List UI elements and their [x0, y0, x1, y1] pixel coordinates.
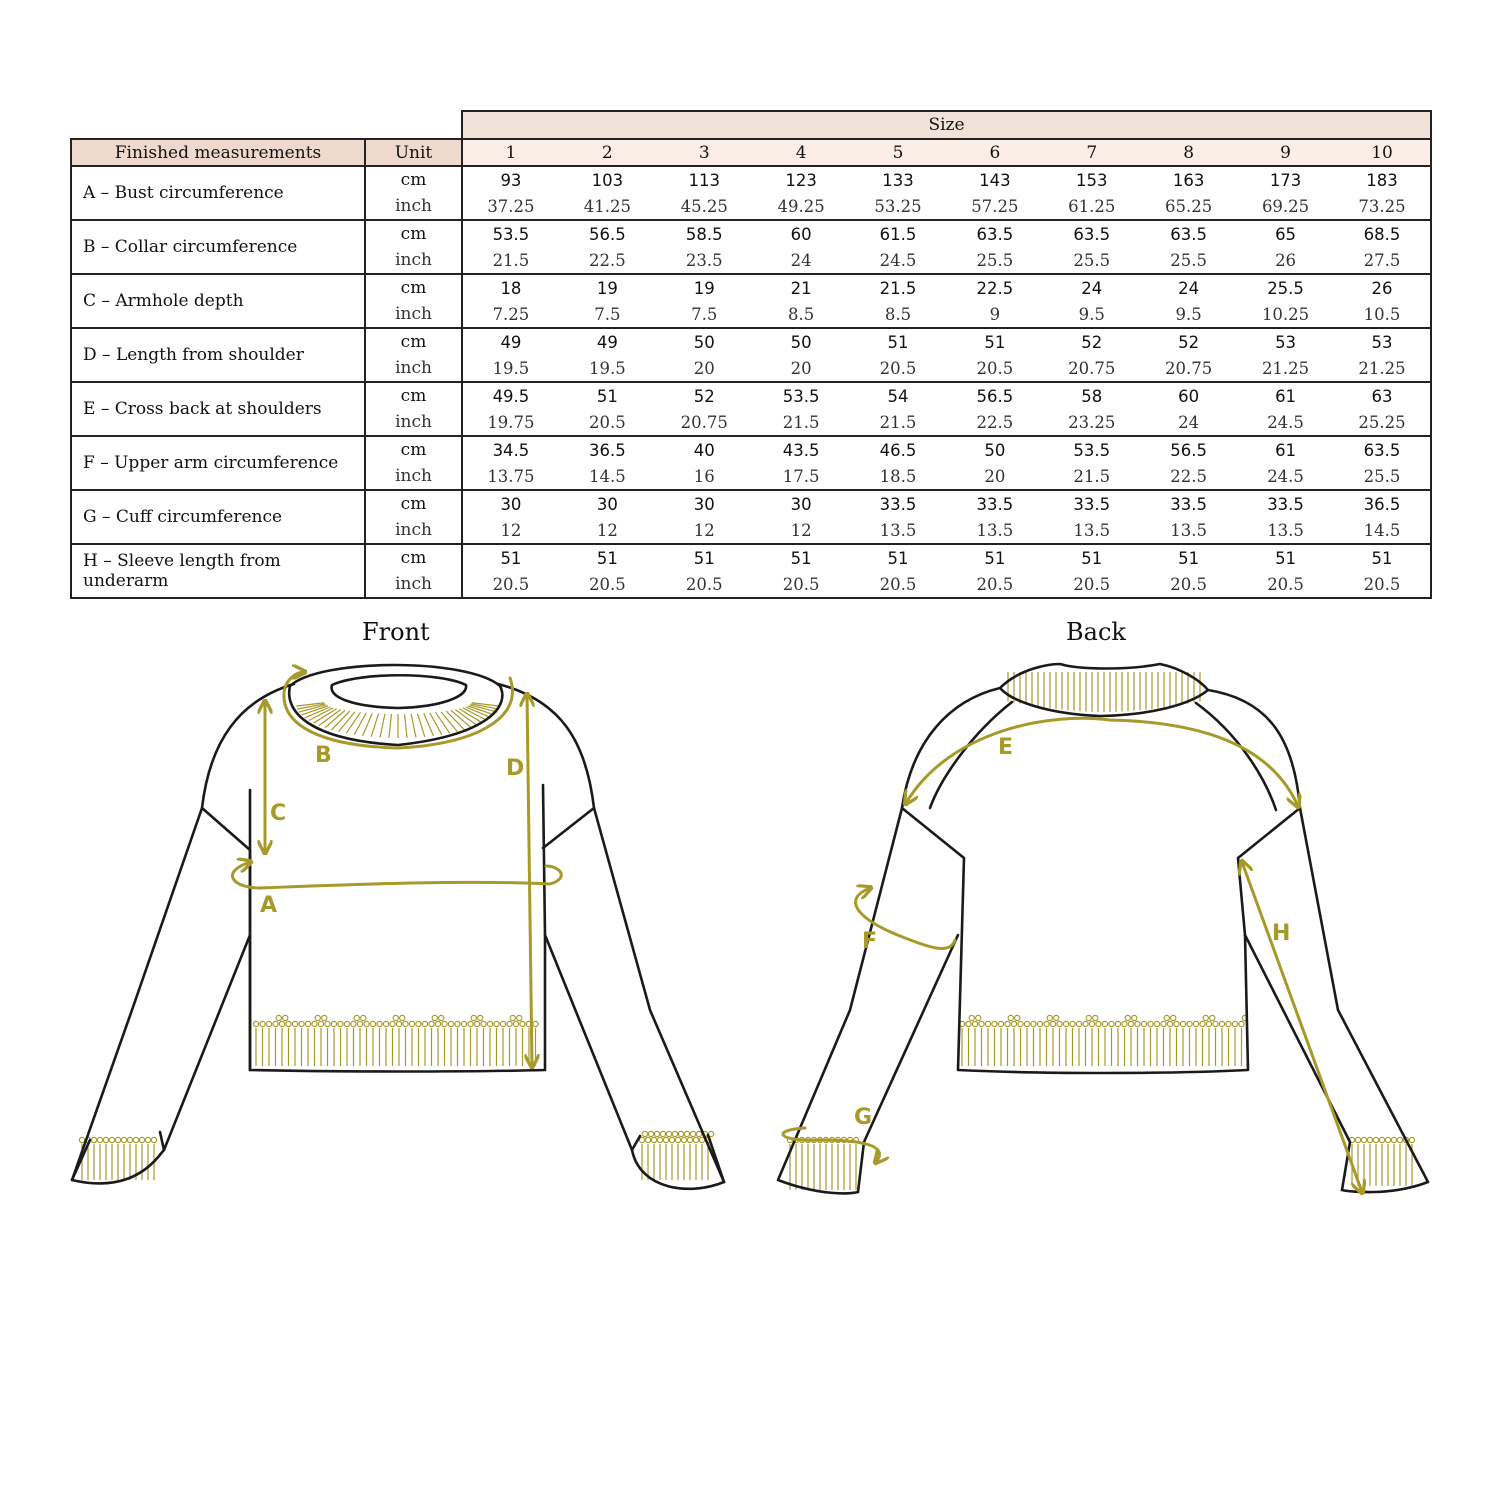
cell-inch: 22.5 [1140, 463, 1237, 490]
size-header-3: 3 [656, 139, 753, 166]
unit-inch: inch [365, 193, 462, 220]
cell-cm: 61 [1275, 440, 1297, 460]
cell-cm: 63 [1334, 382, 1431, 409]
cell-inch: 27.5 [1334, 247, 1431, 274]
cell-cm: 63.5 [1334, 436, 1431, 463]
cell-inch: 14.5 [1334, 517, 1431, 544]
cell-inch: 12 [753, 517, 850, 544]
cell-cm: 50 [693, 332, 715, 352]
cell-inch: 9.5 [1043, 301, 1140, 328]
unit-cm: cm [365, 328, 462, 355]
cell-inch: 20 [753, 355, 850, 382]
size-header-9: 9 [1237, 139, 1334, 166]
label-c: C [270, 801, 287, 826]
front-ribbing [79, 703, 713, 1180]
cell-inch: 24 [753, 247, 850, 274]
cell-inch: 20.5 [559, 571, 656, 598]
cell-cm: 51 [596, 548, 618, 568]
measurements-column-header: Finished measurements [71, 139, 365, 166]
cell-cm: 24 [1081, 278, 1103, 298]
cell-cm: 63.5 [976, 224, 1014, 244]
measure-a-arrow [232, 862, 561, 888]
front-left-cuff-rib [79, 1137, 156, 1180]
cell-cm: 22.5 [976, 278, 1014, 298]
measurement-label: E – Cross back at shoulders [71, 382, 365, 436]
size-header-10: 10 [1334, 139, 1431, 166]
measurement-label: G – Cuff circumference [71, 490, 365, 544]
cell-cm: 51 [984, 332, 1006, 352]
cell-cm: 19 [596, 278, 618, 298]
cell-cm: 50 [790, 332, 812, 352]
size-header-1: 1 [462, 139, 559, 166]
cell-inch: 17.5 [753, 463, 850, 490]
cell-cm: 49 [596, 332, 618, 352]
cell-cm: 53.5 [782, 386, 820, 406]
cell-inch: 21.5 [850, 409, 947, 436]
cell-inch: 69.25 [1237, 193, 1334, 220]
cell-cm: 60 [1178, 386, 1200, 406]
cell-cm: 153 [1076, 170, 1108, 190]
cell-cm: 33.5 [879, 494, 917, 514]
back-view-title: Back [1066, 618, 1126, 646]
cell-cm: 163 [1172, 170, 1205, 190]
cell-inch: 20.5 [462, 571, 559, 598]
front-view-title: Front [362, 618, 430, 646]
cell-cm: 51 [790, 548, 812, 568]
measurement-label: D – Length from shoulder [71, 328, 365, 382]
cell-cm: 46.5 [879, 440, 917, 460]
cell-inch: 45.25 [656, 193, 753, 220]
front-right-cuff-rib [639, 1131, 713, 1180]
cell-cm: 65 [1275, 224, 1297, 244]
cell-inch: 7.5 [559, 301, 656, 328]
cell-inch: 25.5 [1043, 247, 1140, 274]
unit-cm: cm [365, 544, 462, 571]
cell-cm: 30 [790, 494, 812, 514]
unit-cm: cm [365, 490, 462, 517]
cell-cm: 49.5 [492, 386, 530, 406]
cell-cm: 24 [1178, 278, 1200, 298]
cell-inch: 20.5 [850, 355, 947, 382]
cell-cm: 51 [693, 548, 715, 568]
cell-inch: 19.5 [559, 355, 656, 382]
cell-cm: 26 [1334, 274, 1431, 301]
label-f: F [862, 929, 878, 954]
cell-inch: 25.5 [1140, 247, 1237, 274]
cell-inch: 25.5 [946, 247, 1043, 274]
cell-inch: 21.5 [753, 409, 850, 436]
measure-e-arrow [906, 718, 1298, 806]
front-sweater [72, 665, 724, 1189]
cell-cm: 25.5 [1267, 278, 1304, 298]
size-header-5: 5 [850, 139, 947, 166]
cell-cm: 68.5 [1334, 220, 1431, 247]
cell-inch: 24.5 [1237, 409, 1334, 436]
cell-inch: 20.75 [656, 409, 753, 436]
unit-inch: inch [365, 247, 462, 274]
cell-cm: 52 [1178, 332, 1200, 352]
cell-cm: 51 [1178, 548, 1200, 568]
cell-inch: 7.5 [656, 301, 753, 328]
cell-cm: 56.5 [588, 224, 626, 244]
cell-inch: 20.5 [1140, 571, 1237, 598]
cell-cm: 60 [790, 224, 812, 244]
cell-cm: 54 [887, 386, 909, 406]
cell-cm: 51 [1081, 548, 1103, 568]
cell-cm: 33.5 [1073, 494, 1111, 514]
cell-cm: 173 [1269, 170, 1302, 190]
cell-inch: 21.25 [1334, 355, 1431, 382]
unit-inch: inch [365, 463, 462, 490]
measure-d-arrow [527, 695, 532, 1066]
cell-cm: 51 [596, 386, 618, 406]
cell-inch: 65.25 [1140, 193, 1237, 220]
cell-inch: 23.25 [1043, 409, 1140, 436]
label-e: E [998, 735, 1014, 760]
cell-inch: 10.25 [1237, 301, 1334, 328]
unit-cm: cm [365, 166, 462, 193]
front-outline [72, 665, 724, 1189]
cell-cm: 51 [1275, 548, 1297, 568]
cell-cm: 51 [887, 332, 909, 352]
cell-inch: 10.5 [1334, 301, 1431, 328]
cell-cm: 61.5 [879, 224, 917, 244]
cell-inch: 25.5 [1334, 463, 1431, 490]
cell-inch: 24 [1140, 409, 1237, 436]
cell-inch: 13.5 [1237, 517, 1334, 544]
cell-inch: 20.5 [946, 571, 1043, 598]
cell-inch: 21.25 [1237, 355, 1334, 382]
label-d: D [506, 756, 525, 781]
cell-inch: 21.5 [462, 247, 559, 274]
cell-inch: 20 [656, 355, 753, 382]
cell-cm: 53.5 [1073, 440, 1111, 460]
cell-cm: 30 [596, 494, 618, 514]
cell-inch: 18.5 [850, 463, 947, 490]
front-hem-rib [253, 1015, 538, 1066]
cell-cm: 133 [882, 170, 914, 190]
cell-cm: 143 [979, 170, 1011, 190]
cell-inch: 9.5 [1140, 301, 1237, 328]
cell-cm: 103 [591, 170, 624, 190]
cell-cm: 40 [693, 440, 715, 460]
unit-cm: cm [365, 274, 462, 301]
size-header-6: 6 [946, 139, 1043, 166]
cell-inch: 61.25 [1043, 193, 1140, 220]
cell-inch: 16 [656, 463, 753, 490]
measurement-label: C – Armhole depth [71, 274, 365, 328]
cell-inch: 13.5 [946, 517, 1043, 544]
cell-inch: 41.25 [559, 193, 656, 220]
cell-cm: 58.5 [685, 224, 723, 244]
cell-inch: 24.5 [1237, 463, 1334, 490]
unit-column-header: Unit [365, 139, 462, 166]
cell-cm: 61 [1275, 386, 1297, 406]
front-measure-lines [232, 672, 561, 1066]
cell-cm: 113 [688, 170, 720, 190]
back-left-cuff-rib [787, 1137, 858, 1190]
cell-inch: 12 [656, 517, 753, 544]
cell-inch: 13.5 [850, 517, 947, 544]
cell-inch: 13.5 [1043, 517, 1140, 544]
unit-inch: inch [365, 301, 462, 328]
cell-cm: 53.5 [492, 224, 530, 244]
cell-cm: 21 [790, 278, 812, 298]
back-ribbing [787, 672, 1414, 1190]
cell-inch: 49.25 [753, 193, 850, 220]
cell-cm: 33.5 [1170, 494, 1208, 514]
cell-inch: 20.5 [1237, 571, 1334, 598]
cell-cm: 34.5 [492, 440, 530, 460]
cell-inch: 21.5 [1043, 463, 1140, 490]
cell-cm: 51 [1334, 544, 1431, 571]
cell-inch: 20.5 [850, 571, 947, 598]
cell-inch: 73.25 [1334, 193, 1431, 220]
cell-cm: 52 [693, 386, 715, 406]
cell-cm: 51 [500, 548, 522, 568]
cell-cm: 43.5 [782, 440, 820, 460]
size-band-header: Size [462, 111, 1431, 139]
size-header-8: 8 [1140, 139, 1237, 166]
back-sweater [778, 664, 1428, 1193]
label-b: B [315, 743, 332, 768]
cell-cm: 49 [500, 332, 522, 352]
cell-inch: 7.25 [462, 301, 559, 328]
cell-inch: 20 [946, 463, 1043, 490]
unit-cm: cm [365, 436, 462, 463]
cell-inch: 37.25 [462, 193, 559, 220]
unit-inch: inch [365, 517, 462, 544]
cell-inch: 13.5 [1140, 517, 1237, 544]
cell-cm: 183 [1334, 166, 1431, 193]
cell-inch: 22.5 [946, 409, 1043, 436]
cell-cm: 33.5 [976, 494, 1014, 514]
cell-inch: 13.75 [462, 463, 559, 490]
cell-cm: 123 [785, 170, 817, 190]
cell-inch: 19.75 [462, 409, 559, 436]
cell-inch: 8.5 [850, 301, 947, 328]
unit-inch: inch [365, 409, 462, 436]
label-a: A [260, 893, 278, 918]
cell-cm: 53 [1334, 328, 1431, 355]
cell-inch: 57.25 [946, 193, 1043, 220]
cell-inch: 20.5 [1043, 571, 1140, 598]
size-header-7: 7 [1043, 139, 1140, 166]
size-header-2: 2 [559, 139, 656, 166]
cell-cm: 63.5 [1073, 224, 1111, 244]
cell-inch: 12 [462, 517, 559, 544]
cell-cm: 19 [693, 278, 715, 298]
cell-cm: 63.5 [1170, 224, 1208, 244]
cell-cm: 36.5 [588, 440, 626, 460]
cell-cm: 30 [693, 494, 715, 514]
cell-cm: 51 [984, 548, 1006, 568]
measurement-label: F – Upper arm circumference [71, 436, 365, 490]
cell-inch: 20.5 [559, 409, 656, 436]
label-h: H [1272, 921, 1291, 946]
cell-inch: 20.5 [753, 571, 850, 598]
unit-inch: inch [365, 571, 462, 598]
measure-h-arrow [1242, 862, 1362, 1192]
cell-cm: 93 [500, 170, 522, 190]
cell-inch: 26 [1237, 247, 1334, 274]
cell-inch: 23.5 [656, 247, 753, 274]
cell-inch: 25.25 [1334, 409, 1431, 436]
cell-inch: 8.5 [753, 301, 850, 328]
cell-cm: 21.5 [879, 278, 917, 298]
cell-cm: 33.5 [1267, 494, 1304, 514]
cell-cm: 36.5 [1334, 490, 1431, 517]
unit-cm: cm [365, 220, 462, 247]
cell-cm: 56.5 [976, 386, 1014, 406]
cell-inch: 14.5 [559, 463, 656, 490]
cell-inch: 20.5 [656, 571, 753, 598]
cell-cm: 18 [500, 278, 522, 298]
unit-cm: cm [365, 382, 462, 409]
measurement-label: A – Bust circumference [71, 166, 365, 220]
cell-inch: 53.25 [850, 193, 947, 220]
unit-inch: inch [365, 355, 462, 382]
back-right-cuff-rib [1349, 1137, 1414, 1186]
cell-cm: 52 [1081, 332, 1103, 352]
cell-inch: 20.5 [946, 355, 1043, 382]
back-hem-rib [959, 1015, 1247, 1066]
cell-inch: 20.5 [1334, 571, 1431, 598]
cell-cm: 51 [887, 548, 909, 568]
size-header-4: 4 [753, 139, 850, 166]
cell-cm: 53 [1275, 332, 1297, 352]
cell-inch: 24.5 [850, 247, 947, 274]
measurement-label: H – Sleeve length from underarm [71, 544, 365, 598]
cell-inch: 22.5 [559, 247, 656, 274]
cell-cm: 56.5 [1170, 440, 1208, 460]
label-g: G [854, 1105, 873, 1130]
cell-inch: 20.75 [1043, 355, 1140, 382]
cell-inch: 9 [946, 301, 1043, 328]
cell-inch: 20.75 [1140, 355, 1237, 382]
cell-cm: 58 [1081, 386, 1103, 406]
cell-inch: 19.5 [462, 355, 559, 382]
cell-inch: 12 [559, 517, 656, 544]
cell-cm: 50 [984, 440, 1006, 460]
cell-cm: 30 [500, 494, 522, 514]
measurement-label: B – Collar circumference [71, 220, 365, 274]
